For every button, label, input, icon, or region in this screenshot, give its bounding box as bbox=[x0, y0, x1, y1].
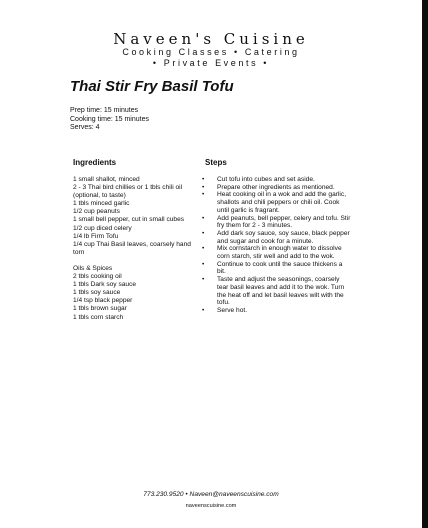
step-item bbox=[202, 276, 352, 307]
ingredient-item: 1 small shallot, minced bbox=[73, 176, 140, 183]
ingredient-item: 1/2 cup peanuts bbox=[73, 208, 120, 216]
bullet-icon: • bbox=[202, 260, 205, 268]
brand-name: Naveen's Cuisine bbox=[113, 30, 309, 48]
step-item bbox=[202, 261, 352, 276]
ingredient-item: 1 small bell pepper, cut in small cubes bbox=[73, 216, 185, 224]
main-ingredients bbox=[73, 176, 191, 257]
step-item bbox=[202, 215, 352, 230]
step-item bbox=[202, 245, 352, 260]
ingredient-item: 1 tbls Dark soy sauce bbox=[73, 281, 137, 289]
ingredient-item: 1/4 tsp black pepper bbox=[73, 297, 133, 305]
ingredient-item: 1 tbls minced garlic bbox=[73, 200, 130, 208]
ingredient-item: 2 tbls cooking oil bbox=[73, 273, 122, 281]
step-item bbox=[202, 184, 352, 192]
ingredient-item: 1/2 cup diced celery bbox=[73, 224, 132, 232]
step-item bbox=[202, 176, 352, 184]
step-item bbox=[202, 191, 352, 214]
step-text: Add dark soy sauce, soy sauce, black pepper and sugar and cook for a minute. bbox=[217, 229, 350, 245]
brand-services: Cooking Classes • Catering bbox=[122, 47, 300, 57]
step-text: Heat cooking oil in a wok and add the garlic, shallots and chili peppers or chili oil. Cook until garlic is fragrant. bbox=[217, 191, 347, 214]
step-text: Continue to cook until the sauce thickens a bit. bbox=[217, 260, 343, 276]
ingredient-item: 1/4 cup Thai Basil leaves, coarsely hand torn bbox=[73, 240, 191, 256]
ingredient-item: 2 - 3 Thai bird chillies or 1 tbls chili oil (optional, to taste) bbox=[73, 184, 183, 200]
footer-website: naveenscuisine.com bbox=[185, 503, 237, 509]
step-text: Serve hot. bbox=[217, 306, 248, 314]
bullet-icon: • bbox=[202, 191, 205, 199]
ingredients-list bbox=[73, 176, 191, 322]
brand-events: • Private Events • bbox=[152, 58, 270, 68]
ingredient-item: 1 tbls soy sauce bbox=[73, 289, 121, 297]
step-text: Mix cornstarch in enough water to dissolve corn starch, stir well and add to the wok. bbox=[217, 245, 342, 261]
step-text: Add peanuts, bell pepper, celery and tofu. Stir fry them for 2 - 3 minutes. bbox=[217, 214, 351, 230]
ingredient-item: 1 tbls corn starch bbox=[73, 313, 124, 321]
step-text: Prepare other ingredients as mentioned. bbox=[217, 183, 335, 191]
oils-spices-list bbox=[73, 273, 191, 322]
steps-list bbox=[202, 176, 352, 315]
footer-contact: 773.230.9520 • Naveen@naveenscuisine.com bbox=[143, 491, 279, 498]
recipe-title: Thai Stir Fry Basil Tofu bbox=[70, 78, 234, 95]
step-item bbox=[202, 307, 352, 315]
oils-spices-heading: Oils & Spices bbox=[73, 264, 113, 272]
step-item bbox=[202, 230, 352, 245]
bullet-icon: • bbox=[202, 176, 205, 183]
bullet-icon: • bbox=[202, 183, 205, 191]
ingredient-item: 1/4 lb Firm Tofu bbox=[73, 232, 119, 240]
bullet-icon: • bbox=[202, 245, 205, 253]
bullet-icon: • bbox=[202, 229, 205, 237]
prep-time: Prep time: 15 minutes bbox=[70, 107, 139, 114]
steps-heading: Steps bbox=[205, 158, 227, 167]
viewer-edge bbox=[422, 0, 428, 528]
bullet-icon: • bbox=[202, 214, 205, 222]
ingredients-heading: Ingredients bbox=[73, 158, 117, 167]
ingredient-item: 1 tbls brown sugar bbox=[73, 305, 127, 313]
step-text: Taste and adjust the seasonings, coarsely tear basil leaves and add it to the wok. Turn the heat off and let basil leaves wilt with the tofu. bbox=[217, 276, 345, 307]
cooking-time: Cooking time: 15 minutes bbox=[70, 115, 149, 123]
step-text: Cut tofu into cubes and set aside. bbox=[217, 176, 315, 183]
bullet-icon: • bbox=[202, 276, 205, 284]
bullet-icon: • bbox=[202, 306, 205, 314]
recipe-meta bbox=[70, 107, 149, 133]
serves: Serves: 4 bbox=[70, 124, 100, 131]
